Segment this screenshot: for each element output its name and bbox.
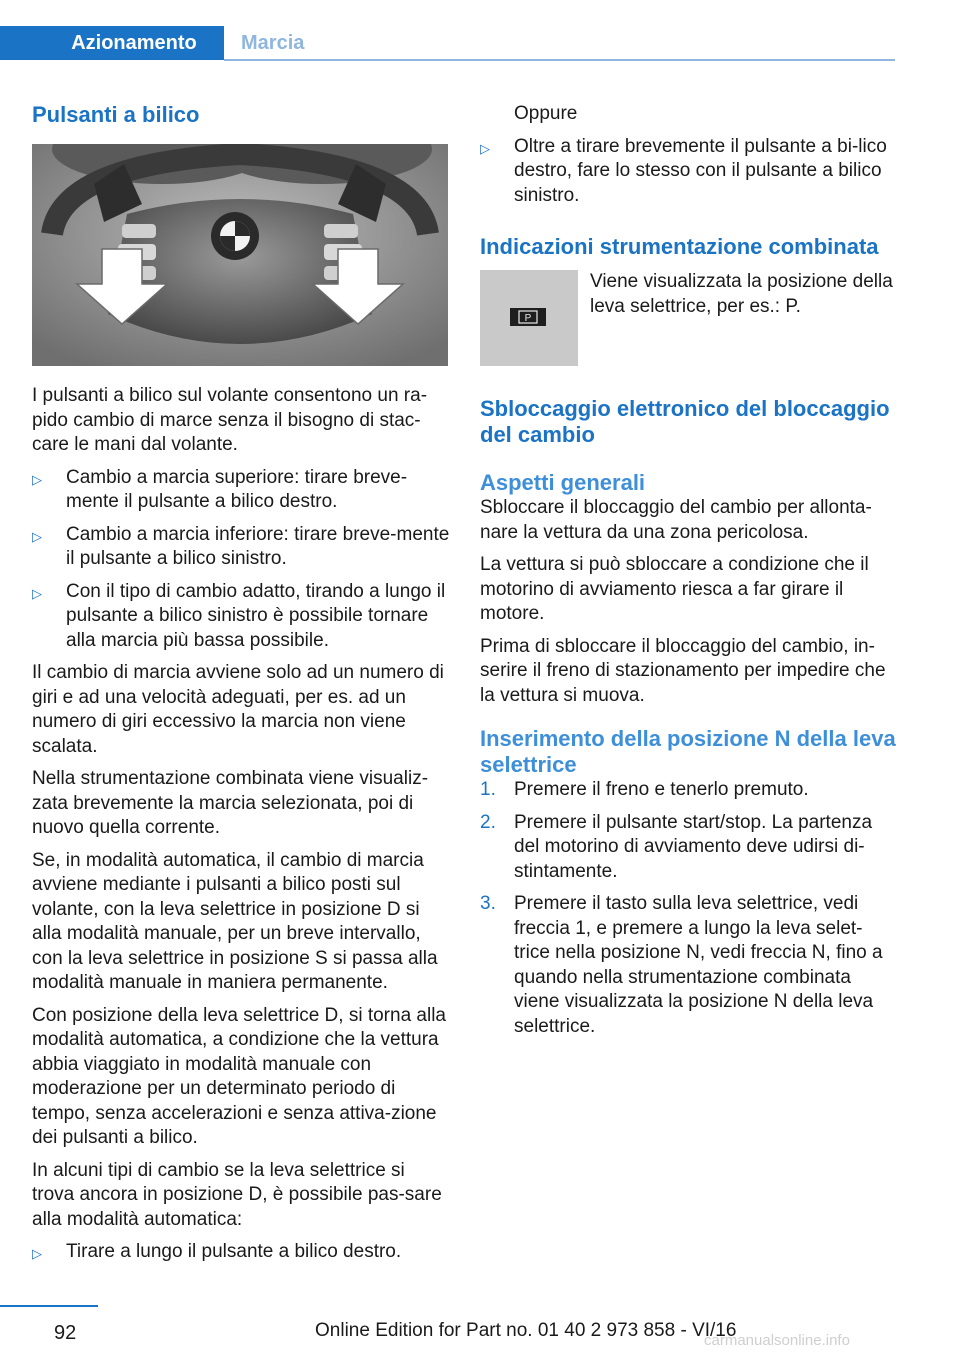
intro-paragraph: I pulsanti a bilico sul volante consentono un ra‐pido cambio di marce senza il bisogno di stac‐care le mani dal volante.	[32, 385, 428, 455]
section-title-pulsanti: Pulsanti a bilico	[32, 102, 200, 127]
section-title-sbloccaggio: Sbloccaggio elettronico del bloccaggio del cambio	[480, 396, 890, 447]
subsection-title-inserimento: Inserimento della posizione N della leva selettrice	[480, 726, 896, 777]
page-header	[0, 26, 895, 62]
paragraph: In alcuni tipi di cambio se la leva selettrice si trova ancora in posizione D, è possibile pas‐sare alla modalità automatica:	[32, 1159, 442, 1230]
triangle-bullet-icon: ▷	[32, 1246, 42, 1261]
header-divider	[224, 59, 895, 61]
page-number: 92	[54, 1322, 77, 1344]
paragraph: Se, in modalità automatica, il cambio di marcia avviene mediante i pulsanti a bilico posti sul volante, con la leva selettrice in posizione D si alla modalità manuale, per un breve intervallo, con la leva selettrice in posizione S si passa alla modalità manuale in maniera permanente.	[32, 849, 438, 993]
triangle-bullet-icon: ▷	[32, 528, 42, 544]
paragraph: Con posizione della leva selettrice D, si torna alla modalità automatica, a condizione che la vettura abbia viaggiato in modalità manuale con moderazione per un determinato periodo di tempo, senza accelerazioni e senza attiva‐zione dei pulsanti a bilico.	[32, 1004, 446, 1148]
paragraph: Il cambio di marcia avviene solo ad un numero di giri e ad una velocità adeguati, per es. ad un numero di giri eccessivo la marcia non viene scalata.	[32, 662, 444, 757]
display-example	[480, 270, 898, 366]
list-item: ▷ Tirare a lungo il pulsante a bilico destro.	[32, 1240, 450, 1267]
triangle-bullet-icon: ▷	[32, 585, 42, 601]
paragraph: Nella strumentazione combinata viene visualiz‐zata brevemente la marcia selezionata, poi di nuovo quella corrente.	[32, 768, 429, 838]
triangle-bullet-icon: ▷	[32, 471, 42, 487]
subsection-title-aspetti: Aspetti generali	[480, 470, 646, 495]
paragraph: La vettura si può sbloccare a condizione che il motorino di avviamento riesca a far girare il motore.	[480, 554, 869, 624]
left-column	[32, 102, 450, 1275]
display-description: Viene visualizzata la posizione della leva selettrice, per es.: P.	[590, 271, 893, 317]
tab-azionamento[interactable]: Azionamento	[0, 26, 224, 60]
list-item: ▷ Oltre a tirare brevemente il pulsante a bi‐lico destro, fare lo stesso con il pulsante a bilico sinistro.	[480, 135, 898, 209]
numbered-step: 3. Premere il tasto sulla leva selettrice, vedi freccia 1, e premere a lungo la leva selet‐trice nella posizione N, vedi freccia N, fino a quando nella strumentazione combinata viene visualizzata la posizione N della leva selettrice.	[480, 893, 883, 1037]
numbered-step: 2. Premere il pulsante start/stop. La partenza del motorino di avviamento deve udirsi di‐stintamente.	[480, 811, 873, 882]
oppure-text: Oppure	[514, 103, 578, 124]
triangle-bullet-icon: ▷	[480, 140, 490, 156]
list-item: ▷ Con il tipo di cambio adatto, tirando a lungo il pulsante a bilico sinistro è possibile tornare alla marcia più bassa possibile.	[32, 580, 450, 654]
paragraph: Sbloccare il bloccaggio del cambio per allonta‐nare la vettura da una zona pericolosa.	[480, 497, 872, 543]
right-column	[480, 102, 898, 1047]
steering-wheel-illustration	[32, 144, 448, 366]
footer-divider	[0, 1305, 98, 1307]
section-title-indicazioni: Indicazioni strumentazione combinata	[480, 234, 879, 259]
list-item: ▷ Cambio a marcia inferiore: tirare breve‐mente il pulsante a bilico sinistro.	[32, 523, 450, 572]
edition-text: Online Edition for Part no. 01 40 2 973 858 - VI/16	[315, 1320, 737, 1341]
list-item: ▷ Cambio a marcia superiore: tirare breve‐mente il pulsante a bilico destro.	[32, 466, 450, 515]
numbered-step: 1. Premere il freno e tenerlo premuto.	[480, 779, 809, 800]
display-letter: P	[524, 313, 532, 324]
tab-marcia[interactable]: Marcia	[241, 32, 305, 54]
watermark: carmanualsonline.info	[704, 1332, 850, 1349]
cluster-display-illustration	[480, 270, 578, 366]
paragraph: Prima di sbloccare il bloccaggio del cambio, in‐serire il freno di stazionamento per impedire che la vettura si muova.	[480, 635, 886, 706]
